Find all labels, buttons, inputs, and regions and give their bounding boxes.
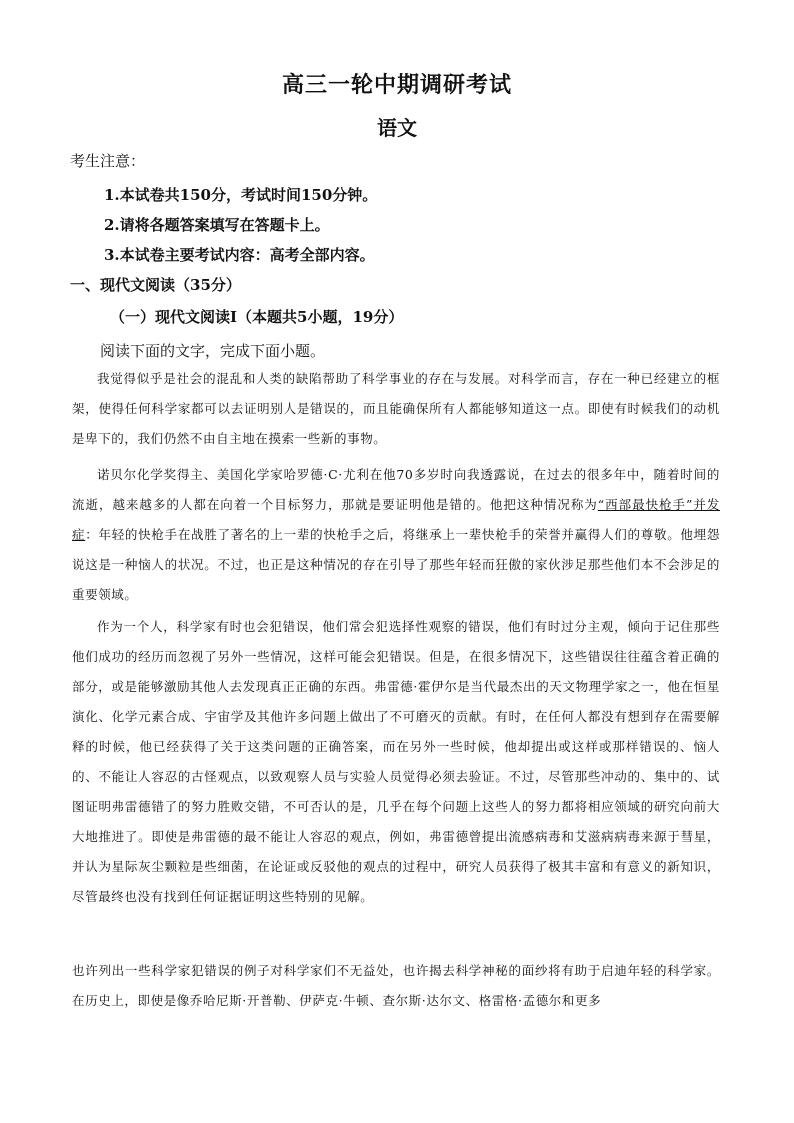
passage-paragraph-1: 我觉得似乎是社会的混乱和人类的缺陷帮助了科学事业的存在与发展。对科学而言，存在一种已经建立的框架，使得任何科学家都可以去证明别人是错误的，而且能确保所有人都能够知道这一点。即使有时候我们的动机是卑下的，我们仍然不由自主地在摸索一些新的事物。 [72,371,720,446]
notice-item-2: 2.请将各题答案填写在答题卡上。 [104,216,330,234]
subject-title: 语文 [377,116,417,140]
notice-item-3: 3.本试卷主要考试内容：高考全部内容。 [104,246,375,264]
paragraph-2-text-b: ：年轻的快枪手在战胜了著名的上一辈的快枪手之后，将继承上一辈快枪手的荣誉并赢得人们的尊敬。他埋怨说这是一种恼人的状况。不过，也正是这种情况的存在引导了那些年轻而狂傲的家伙涉足那些他们本不会涉足的重要领域。 [72,527,720,602]
passage-paragraph-2 [72,460,720,610]
section-heading: 一、现代文阅读（35分） [70,276,241,294]
reading-instruction: 阅读下面的文字，完成下面小题。 [100,342,326,360]
paragraph-2-text-a: 诺贝尔化学奖得主、美国化学家哈罗德·C·尤利在他70多岁时向我透露说，在过去的很多年中，随着时间的流逝，越来越多的人都在向着一个目标努力，那就是要证明他是错的。他把这种情况称为 [72,467,720,512]
underlined-phrase: “西部最快枪手”并发症 [72,497,720,542]
notice-heading: 考生注意： [70,152,146,170]
exam-title: 高三一轮中期调研考试 [281,72,512,98]
notice-item-1: 1.本试卷共150分，考试时间150分钟。 [104,186,378,204]
subsection-heading: （一）现代文阅读Ⅰ（本题共5小题，19分） [110,308,404,326]
passage-paragraph-4: 也许列出一些科学家犯错误的例子对科学家们不无益处，也许揭去科学神秘的面纱将有助于启迪年轻的科学家。在历史上，即使是像乔哈尼斯·开普勒、伊萨克·牛顿、查尔斯·达尔文、格雷格·孟德尔和更多 [72,963,720,1008]
passage-paragraph-3: 作为一个人，科学家有时也会犯错误，他们常会犯选择性观察的错误，他们有时过分主观，倾向于记住那些他们成功的经历而忽视了另外一些情况，这样可能会犯错误。但是，在很多情况下，这些错误往往蕴含着正确的部分，或是能够激励其他人去发现真正正确的东西。弗雷德·霍伊尔是当代最杰出的天文物理学家之一，他在恒星演化、化学元素合成、宇宙学及其他许多问题上做出了不可磨灭的贡献。有时，在任何人都没有想到存在需要解释的时候，他已经获得了关于这类问题的正确答案，而在另外一些时候，他却提出或这样或那样错误的、恼人的、不能让人容忍的古怪观点，以致观察人员与实验人员觉得必须去验证。不过，尽管那些冲动的、集中的、试图证明弗雷德错了的努力胜败交错，不可否认的是，几乎在每个问题上这些人的努力都将相应领域的研究向前大大地推进了。即使是弗雷德的最不能让人容忍的观点，例如，弗雷德曾提出流感病毒和艾滋病病毒来源于彗星，并认为星际灰尘颗粒是些细菌，在论证或反驳他的观点的过程中，研究人员获得了极其丰富和有意义的新知识，尽管最终也没有找到任何证据证明这些特别的见解。 [72,619,720,904]
